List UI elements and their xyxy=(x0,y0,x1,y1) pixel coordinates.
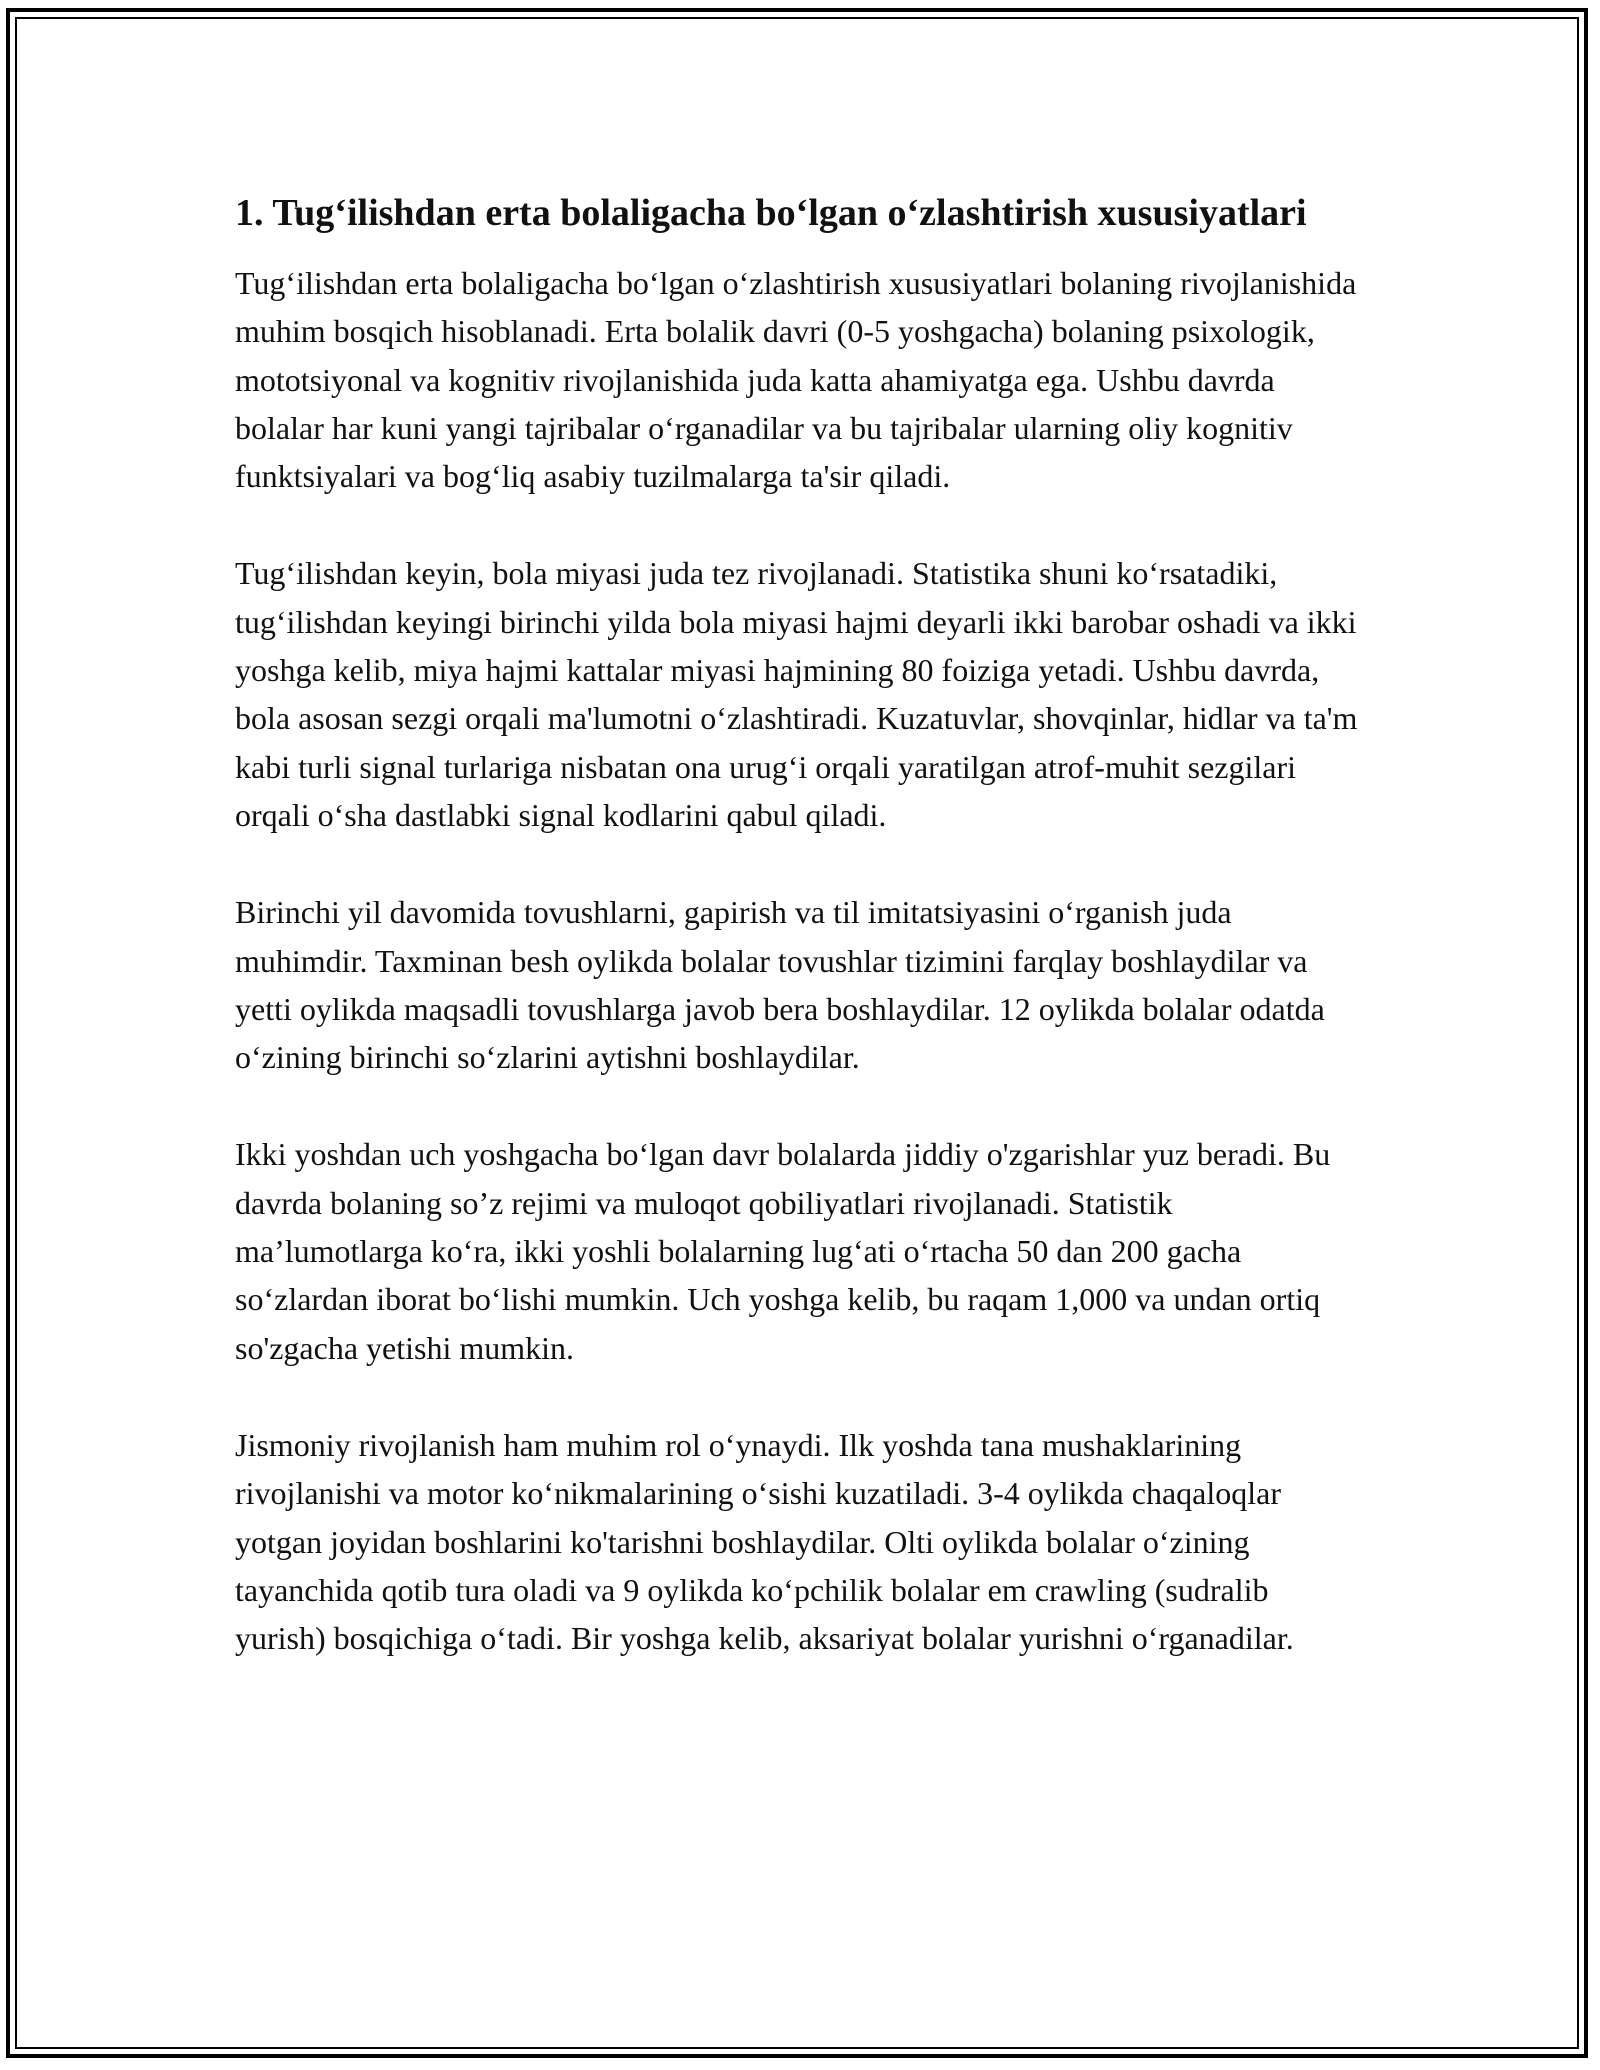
paragraph-brain-development: Tug‘ilishdan keyin, bola miyasi juda tez rivojlanadi. Statistika shuni ko‘rsatadiki, tug‘ilishdan keyingi birinchi yilda bola miyasi hajmi deyarli ikki barobar oshadi va ikki yoshga kelib, miya hajmi kattalar miyasi hajmining 80 foiziga yetadi. Ushbu davrda, bola asosan sezgi orqali ma'lumotni o‘zlashtiradi. Kuzatuvlar, shovqinlar, hidlar va ta'm kabi turli signal turlariga nisbatan ona urug‘i orqali yaratilgan atrof-muhit sezgilari orqali o‘sha dastlabki signal kodlarini qabul qiladi. xyxy=(235,555,1358,833)
paragraph-intro: Tug‘ilishdan erta bolaligacha bo‘lgan o‘zlashtirish xususiyatlari bolaning rivojlanishida muhim bosqich hisoblanadi. Erta bolalik davri (0-5 yoshgacha) bolaning psixologik, mototsiyonal va kognitiv rivojlanishida juda katta ahamiyatga ega. Ushbu davrda bolalar har kuni yangi tajribalar o‘rganadilar va bu tajribalar ularning oliy kognitiv funktsiyalari va bog‘liq asabiy tuzilmalarga ta'sir qiladi. xyxy=(235,265,1357,495)
document-body xyxy=(235,186,1365,1662)
paragraph-physical-development: Jismoniy rivojlanish ham muhim rol o‘ynaydi. Ilk yoshda tana mushaklarining rivojlanishi va motor ko‘nikmalarining o‘sishi kuzatiladi. 3-4 oylikda chaqaloqlar yotgan joyidan boshlarini ko'tarishni boshlaydilar. Olti oylikda bolalar o‘zining tayanchida qotib tura oladi va 9 oylikda ko‘pchilik bolalar em crawling (sudralib yurish) bosqichiga o‘tadi. Bir yoshga kelib, aksariyat bolalar yurishni o‘rganadilar. xyxy=(235,1426,1294,1657)
paragraph-language-first-year: Birinchi yil davomida tovushlarni, gapirish va til imitatsiyasini o‘rganish juda muhimdir. Taxminan besh oylikda bolalar tovushlar tizimini farqlay boshlaydilar va yetti oylikda maqsadli tovushlarga javob bera boshlaydilar. 12 oylikda bolalar odatda o‘zining birinchi so‘zlarini aytishni boshlaydilar. xyxy=(235,894,1325,1076)
paragraph-two-to-three-years: Ikki yoshdan uch yoshgacha bo‘lgan davr bolalarda jiddiy o'zgarishlar yuz beradi. Bu davrda bolaning so’z rejimi va muloqot qobiliyatlari rivojlanadi. Statistik ma’lumotlarga ko‘ra, ikki yoshli bolalarning lug‘ati o‘rtacha 50 dan 200 gacha so‘zlardan iborat bo‘lishi mumkin. Uch yoshga kelib, bu raqam 1,000 va undan ortiq so'zgacha yetishi mumkin. xyxy=(235,1136,1331,1366)
section-heading: 1. Tug‘ilishdan erta bolaligacha bo‘lgan o‘zlashtirish xususiyatlari xyxy=(235,192,1307,234)
